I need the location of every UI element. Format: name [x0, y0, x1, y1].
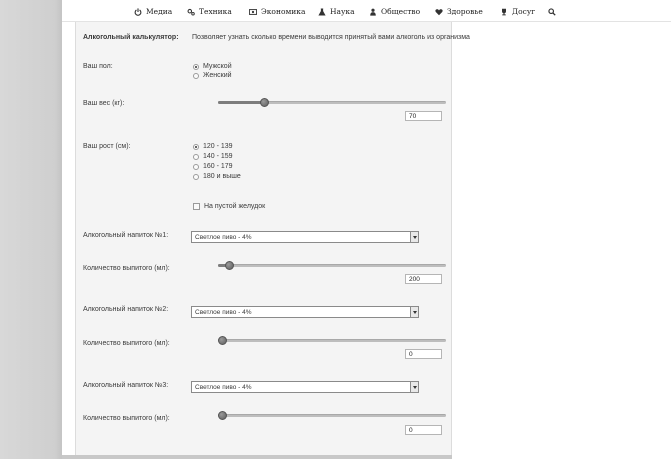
- radio-height-2[interactable]: [193, 154, 199, 160]
- empty-stomach-option[interactable]: [193, 202, 265, 211]
- drink-1-amount-label: Количество выпитого (мл):: [83, 265, 170, 272]
- nav-label-science: Наука: [330, 7, 355, 16]
- banknote-icon: [249, 8, 257, 16]
- drink-2-selected: Светлое пиво - 4%: [195, 309, 252, 316]
- nav-item-economy[interactable]: [249, 6, 305, 17]
- drink-1-slider-handle[interactable]: [225, 261, 234, 270]
- height-option-2[interactable]: [193, 152, 233, 161]
- chevron-down-icon[interactable]: [410, 382, 418, 392]
- nav-item-health[interactable]: [435, 6, 483, 17]
- nav-label-tech: Техника: [199, 7, 232, 16]
- nav-item-leisure[interactable]: [500, 6, 535, 17]
- height-option-2-label: 140 - 159: [203, 153, 233, 160]
- sex-label: Ваш пол:: [83, 63, 113, 70]
- search-button[interactable]: [548, 6, 560, 17]
- sex-option-female[interactable]: [193, 71, 232, 80]
- radio-female[interactable]: [193, 73, 199, 79]
- trophy-icon: [500, 8, 508, 16]
- weight-slider[interactable]: [218, 101, 446, 104]
- right-white-area: [452, 22, 671, 459]
- height-option-3-label: 160 - 179: [203, 163, 233, 170]
- power-icon: [134, 8, 142, 16]
- height-option-3[interactable]: [193, 162, 233, 171]
- nav-label-economy: Экономика: [261, 7, 306, 16]
- drink-3-selected: Светлое пиво - 4%: [195, 384, 252, 391]
- drink-3-amount-label: Количество выпитого (мл):: [83, 415, 170, 422]
- flask-icon: [318, 8, 326, 16]
- chevron-down-icon[interactable]: [410, 232, 418, 242]
- drink-3-slider-handle[interactable]: [218, 411, 227, 420]
- height-label: Ваш рост (см):: [83, 143, 131, 150]
- radio-height-3[interactable]: [193, 164, 199, 170]
- drink-1-select[interactable]: [191, 231, 419, 243]
- drink-1-amount-input[interactable]: 200: [405, 274, 442, 284]
- nav-item-tech[interactable]: [187, 6, 232, 17]
- calculator-description: Позволяет узнать сколько времени выводится принятый вами алкоголь из организма: [192, 34, 470, 41]
- drink-1-label: Алкогольный напиток №1:: [83, 232, 169, 239]
- weight-slider-handle[interactable]: [260, 98, 269, 107]
- weight-value-input[interactable]: 70: [405, 111, 442, 121]
- drink-3-label: Алкогольный напиток №3:: [83, 382, 169, 389]
- height-option-4-label: 180 и выше: [203, 173, 241, 180]
- nav-label-media: Медиа: [146, 7, 173, 16]
- panel-bottom-edge: [62, 455, 452, 459]
- left-white-margin: [62, 0, 75, 459]
- nav-item-society[interactable]: [369, 6, 420, 17]
- drink-2-slider-handle[interactable]: [218, 336, 227, 345]
- nav-item-media[interactable]: [134, 6, 172, 17]
- nav-item-science[interactable]: [318, 6, 355, 17]
- radio-height-4[interactable]: [193, 174, 199, 180]
- drink-2-label: Алкогольный напиток №2:: [83, 306, 169, 313]
- radio-male[interactable]: [193, 64, 199, 70]
- drink-1-selected: Светлое пиво - 4%: [195, 234, 252, 241]
- empty-stomach-label: На пустой желудок: [204, 203, 266, 210]
- empty-stomach-checkbox[interactable]: [193, 203, 200, 210]
- gears-icon: [187, 8, 195, 16]
- sex-option-male-label: Мужской: [203, 63, 232, 70]
- drink-2-amount-label: Количество выпитого (мл):: [83, 340, 170, 347]
- sex-option-female-label: Женский: [203, 72, 232, 79]
- weight-label: Ваш вес (кг):: [83, 100, 125, 107]
- nav-label-health: Здоровье: [447, 7, 483, 16]
- left-background: [0, 0, 62, 459]
- heart-icon: [435, 8, 443, 16]
- person-icon: [369, 8, 377, 16]
- drink-2-select[interactable]: [191, 306, 419, 318]
- drink-1-amount-slider[interactable]: [218, 264, 446, 267]
- drink-3-amount-slider[interactable]: [218, 414, 446, 417]
- height-option-1-label: 120 - 139: [203, 143, 233, 150]
- drink-2-amount-slider[interactable]: [218, 339, 446, 342]
- drink-3-amount-input[interactable]: 0: [405, 425, 442, 435]
- top-navigation: [62, 0, 671, 22]
- calculator-title: Алкогольный калькулятор:: [83, 34, 179, 41]
- weight-slider-fill: [218, 101, 264, 104]
- sex-option-male[interactable]: [193, 62, 232, 71]
- radio-height-1[interactable]: [193, 144, 199, 150]
- height-option-1[interactable]: [193, 142, 233, 151]
- drink-3-select[interactable]: [191, 381, 419, 393]
- chevron-down-icon[interactable]: [410, 307, 418, 317]
- search-icon: [548, 8, 556, 16]
- height-option-4[interactable]: [193, 172, 241, 181]
- nav-label-leisure: Досуг: [512, 7, 536, 16]
- drink-2-amount-input[interactable]: 0: [405, 349, 442, 359]
- nav-label-society: Общество: [381, 7, 421, 16]
